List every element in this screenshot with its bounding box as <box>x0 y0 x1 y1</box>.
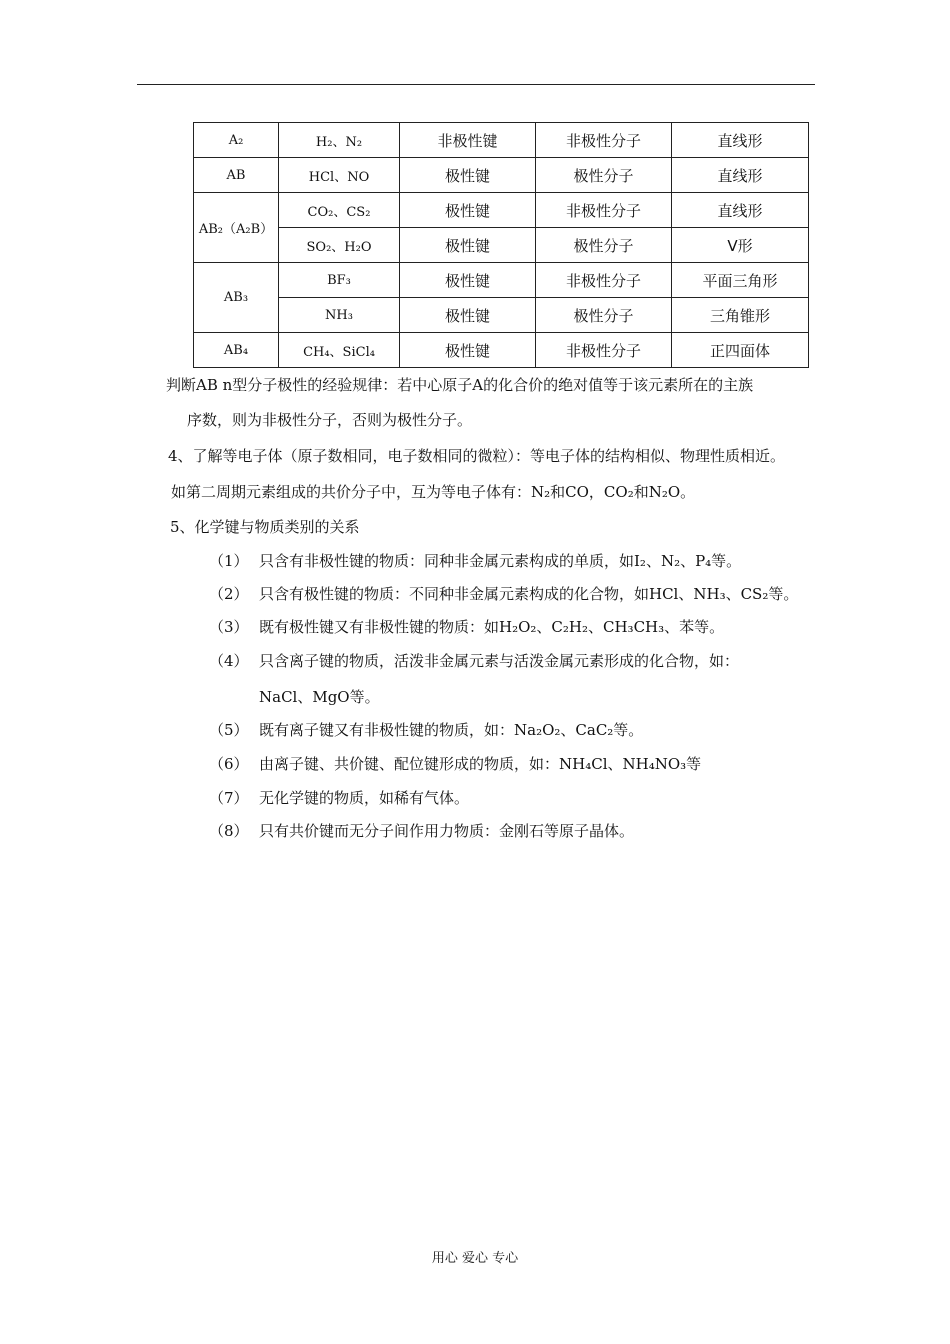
bond-type-cell: 极性键 <box>400 193 536 228</box>
molecule-type-cell: A₂ <box>194 123 279 158</box>
shape-cell: V形 <box>672 228 809 263</box>
list-item <box>209 650 739 672</box>
list-item-text: 只有共价键而无分子间作用力物质：金刚石等原子晶体。 <box>259 822 635 840</box>
examples-cell: CH₄、SiCl₄ <box>279 333 400 368</box>
molecule-polarity-cell: 极性分子 <box>536 298 672 333</box>
table-row <box>194 333 809 368</box>
list-item-number: （5） <box>209 721 249 739</box>
polarity-rule-line-2: 序数，则为非极性分子，否则为极性分子。 <box>187 411 473 429</box>
table-row <box>194 263 809 298</box>
list-item-number: （1） <box>209 552 249 570</box>
examples-cell: BF₃ <box>279 263 400 298</box>
bond-type-cell: 极性键 <box>400 158 536 193</box>
section-5-heading: 5、化学键与物质类别的关系 <box>170 518 360 536</box>
page-footer: 用心 爱心 专心 <box>431 1251 519 1266</box>
molecule-polarity-cell: 非极性分子 <box>536 263 672 298</box>
molecule-type-cell: AB₄ <box>194 333 279 368</box>
polarity-rule-line-1: 判断AB n型分子极性的经验规律：若中心原子A的化合价的绝对值等于该元素所在的主族 <box>166 376 754 394</box>
examples-cell: NH₃ <box>279 298 400 333</box>
list-item-text: 只含离子键的物质，活泼非金属元素与活泼金属元素形成的化合物，如： <box>259 652 740 670</box>
list-item-text: 既有极性键又有非极性键的物质：如H₂O₂、C₂H₂、CH₃CH₃、苯等。 <box>259 618 725 636</box>
shape-cell: 平面三角形 <box>672 263 809 298</box>
bond-type-cell: 极性键 <box>400 263 536 298</box>
header-rule <box>137 84 815 85</box>
bond-type-cell: 极性键 <box>400 333 536 368</box>
molecule-polarity-cell: 非极性分子 <box>536 193 672 228</box>
examples-cell: HCl、NO <box>279 158 400 193</box>
list-item-continuation: NaCl、MgO等。 <box>259 688 380 706</box>
list-item-number: （8） <box>209 822 249 840</box>
bond-type-cell: 非极性键 <box>400 123 536 158</box>
molecule-type-cell: AB₃ <box>194 263 279 333</box>
list-item <box>209 550 741 572</box>
list-item-text: 无化学键的物质，如稀有气体。 <box>259 789 470 807</box>
shape-cell: 正四面体 <box>672 333 809 368</box>
examples-cell: H₂、N₂ <box>279 123 400 158</box>
molecule-polarity-cell: 极性分子 <box>536 158 672 193</box>
molecule-polarity-cell: 非极性分子 <box>536 333 672 368</box>
examples-cell: SO₂、H₂O <box>279 228 400 263</box>
list-item-number: （7） <box>209 789 249 807</box>
list-item <box>209 820 634 842</box>
section-4-line-1: 4、了解等电子体（原子数相同，电子数相同的微粒）：等电子体的结构相似、物理性质相近。 <box>168 447 786 465</box>
table-row <box>194 193 809 228</box>
list-item-number: （4） <box>209 652 249 670</box>
shape-cell: 三角锥形 <box>672 298 809 333</box>
shape-cell: 直线形 <box>672 158 809 193</box>
shape-cell: 直线形 <box>672 193 809 228</box>
molecule-type-cell: AB₂（A₂B） <box>194 193 279 263</box>
table-row <box>194 298 809 333</box>
list-item <box>209 787 469 809</box>
list-item-text: 只含有极性键的物质：不同种非金属元素构成的化合物，如HCl、NH₃、CS₂等。 <box>259 585 799 603</box>
list-item-text: 由离子键、共价键、配位键形成的物质，如：NH₄Cl、NH₄NO₃等 <box>259 755 702 773</box>
shape-cell: 直线形 <box>672 123 809 158</box>
list-item <box>209 753 701 775</box>
list-item-number: （6） <box>209 755 249 773</box>
list-item-text: 既有离子键又有非极性键的物质，如：Na₂O₂、CaC₂等。 <box>259 721 644 739</box>
molecule-polarity-cell: 极性分子 <box>536 228 672 263</box>
table-row <box>194 228 809 263</box>
list-item <box>209 616 724 638</box>
table-row <box>194 123 809 158</box>
list-item <box>209 719 643 741</box>
list-item <box>209 583 798 605</box>
molecule-type-cell: AB <box>194 158 279 193</box>
molecule-polarity-table <box>193 122 809 368</box>
list-item-text: 只含有非极性键的物质：同种非金属元素构成的单质，如I₂、N₂、P₄等。 <box>259 552 742 570</box>
list-item-number: （3） <box>209 618 249 636</box>
molecule-polarity-cell: 非极性分子 <box>536 123 672 158</box>
list-item-number: （2） <box>209 585 249 603</box>
bond-type-cell: 极性键 <box>400 298 536 333</box>
table-row <box>194 158 809 193</box>
examples-cell: CO₂、CS₂ <box>279 193 400 228</box>
section-4-line-2: 如第二周期元素组成的共价分子中，互为等电子体有：N₂和CO，CO₂和N₂O。 <box>171 483 696 501</box>
bond-type-cell: 极性键 <box>400 228 536 263</box>
